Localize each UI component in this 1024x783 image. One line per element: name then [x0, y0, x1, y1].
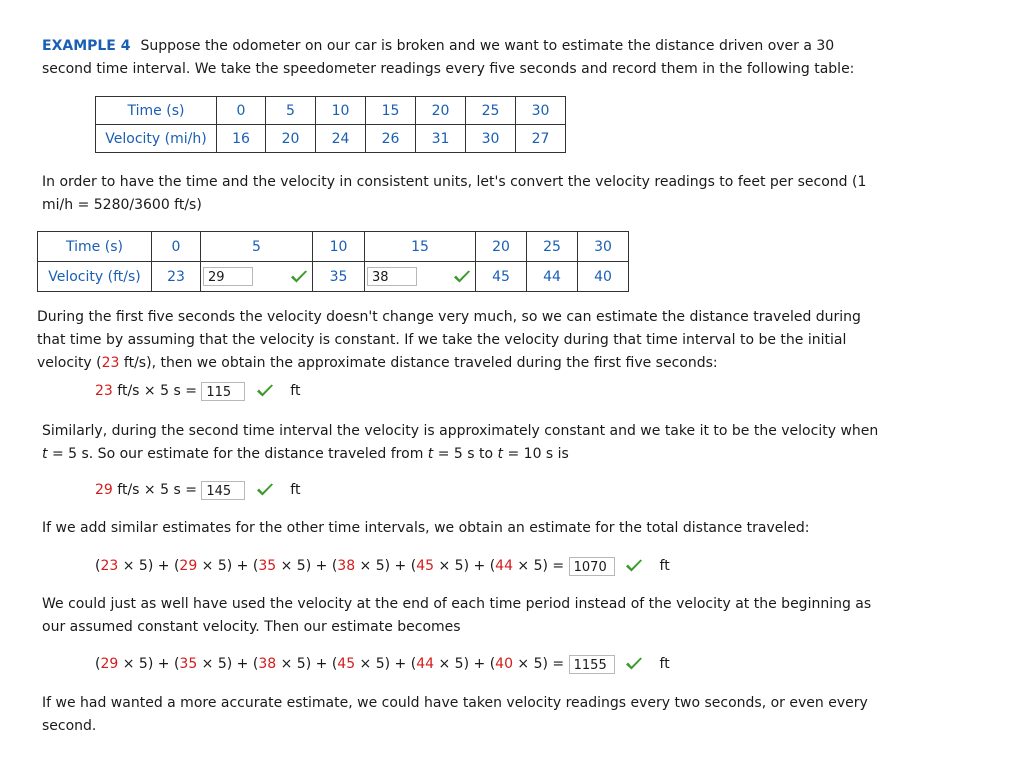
- paren: (: [331, 558, 338, 574]
- t-variable: t: [42, 446, 48, 462]
- second-line-2c: = 10 s is: [503, 446, 569, 462]
- velocity-cell: 20: [266, 125, 316, 153]
- time-cell: 5: [201, 232, 313, 262]
- term-mult: × 5): [434, 558, 470, 574]
- velocity-cell: 16: [217, 125, 266, 153]
- plus-sign: +: [469, 558, 490, 574]
- equals-sign: =: [547, 656, 569, 672]
- paren: (: [173, 656, 180, 672]
- term-mult: × 5): [512, 558, 548, 574]
- term-mult: × 5): [434, 656, 470, 672]
- velocity-header: Velocity (mi/h): [96, 125, 217, 153]
- velocity-table-mph: [95, 96, 566, 153]
- plus-sign: +: [390, 656, 411, 672]
- time-cell: 20: [416, 97, 466, 125]
- closing-line-1: If we had wanted a more accurate estimate, we could have taken velocity readings every two seconds, or even every: [42, 695, 868, 711]
- second-line-2a: = 5 s. So our estimate for the distance traveled from: [47, 446, 428, 462]
- term-value: 40: [495, 656, 513, 672]
- time-cell: 5: [266, 97, 316, 125]
- time-cell: 30: [516, 97, 566, 125]
- paren: (: [95, 558, 101, 574]
- plus-sign: +: [153, 558, 174, 574]
- closing-paragraph: [42, 692, 1002, 738]
- intro-line-2: second time interval. We take the speedometer readings every five seconds and record them in the following table:: [42, 61, 855, 77]
- end-paragraph: [42, 593, 1002, 639]
- paren: (: [410, 656, 417, 672]
- plus-sign: +: [232, 656, 253, 672]
- term-value: 29: [100, 656, 119, 672]
- checkmark-icon: [453, 270, 471, 284]
- velocity-cell: 40: [578, 262, 629, 292]
- unit-label: ft: [290, 383, 301, 399]
- term-mult: × 5): [118, 558, 154, 574]
- time-cell: 25: [527, 232, 578, 262]
- paren: (: [410, 558, 417, 574]
- velocity-cell: 27: [516, 125, 566, 153]
- end-calculation: [95, 654, 670, 674]
- velocity-cell: 30: [466, 125, 516, 153]
- paren: (: [252, 656, 259, 672]
- table-row: [96, 97, 566, 125]
- term-mult: × 5): [197, 656, 233, 672]
- velocity-cell: 24: [316, 125, 366, 153]
- term-mult: × 5): [118, 656, 154, 672]
- paren: (: [331, 656, 338, 672]
- term-value: 29: [179, 558, 198, 574]
- time-cell: 10: [313, 232, 365, 262]
- velocity-cell: 45: [476, 262, 527, 292]
- intro-line-1: Suppose the odometer on our car is broken and we want to estimate the distance driven over a 30: [140, 38, 835, 54]
- term-mult: × 5): [276, 558, 312, 574]
- end-line-2: our assumed constant velocity. Then our estimate becomes: [42, 619, 461, 635]
- term-value: 23: [100, 558, 119, 574]
- checkmark-icon: [625, 559, 643, 573]
- t-variable: t: [497, 446, 504, 462]
- answer-input-end[interactable]: 1155: [569, 655, 615, 674]
- plus-sign: +: [469, 656, 490, 672]
- paren: (: [489, 656, 496, 672]
- plus-sign: +: [153, 656, 174, 672]
- time-cell: 30: [578, 232, 629, 262]
- term-value: 45: [416, 558, 435, 574]
- total-line-1: If we add similar estimates for the other time intervals, we obtain an estimate for the total distance traveled:: [42, 520, 810, 536]
- velocity-cell-input: [365, 262, 476, 292]
- term-value: 35: [258, 558, 277, 574]
- unit-label: ft: [659, 656, 670, 672]
- term-mult: × 5): [197, 558, 233, 574]
- checkmark-icon: [256, 483, 274, 497]
- t-variable: t: [427, 446, 434, 462]
- velocity-cell-input: [201, 262, 313, 292]
- first-line-2: that time by assuming that the velocity is constant. If we take the velocity during that time interval to be the initial: [37, 332, 847, 348]
- calc-text: ft/s × 5 s =: [112, 482, 202, 498]
- conversion-paragraph: [42, 171, 1002, 217]
- table-row: [96, 125, 566, 153]
- table-row: [38, 232, 629, 262]
- unit-label: ft: [290, 482, 301, 498]
- velocity-input[interactable]: 38: [367, 267, 417, 286]
- closing-line-2: second.: [42, 718, 97, 734]
- velocity-header: Velocity (ft/s): [38, 262, 152, 292]
- term-value: 44: [416, 656, 435, 672]
- velocity-cell: 35: [313, 262, 365, 292]
- plus-sign: +: [311, 558, 332, 574]
- velocity-cell: 23: [152, 262, 201, 292]
- term-mult: × 5): [355, 656, 391, 672]
- answer-input-total[interactable]: 1070: [569, 557, 615, 576]
- first-line-3-pre: velocity (: [37, 355, 102, 371]
- time-cell: 0: [217, 97, 266, 125]
- first-interval-paragraph: [37, 306, 1007, 375]
- checkmark-icon: [256, 384, 274, 398]
- velocity-cell: 44: [527, 262, 578, 292]
- total-paragraph: [42, 517, 1002, 540]
- velocity-table-fts: [37, 231, 629, 292]
- term-mult: × 5): [512, 656, 548, 672]
- term-value: 38: [258, 656, 277, 672]
- equals-sign: =: [547, 558, 569, 574]
- paren: (: [489, 558, 496, 574]
- term-value: 38: [337, 558, 356, 574]
- paren: (: [252, 558, 259, 574]
- total-calculation: [95, 556, 670, 576]
- time-cell: 25: [466, 97, 516, 125]
- time-header: Time (s): [96, 97, 217, 125]
- term-mult: × 5): [355, 558, 391, 574]
- unit-label: ft: [659, 558, 670, 574]
- paren: (: [95, 656, 101, 672]
- time-cell: 10: [316, 97, 366, 125]
- answer-input-second[interactable]: 145: [201, 481, 245, 500]
- first-calculation: [95, 381, 300, 401]
- checkmark-icon: [625, 657, 643, 671]
- intro-paragraph: [42, 35, 1002, 81]
- time-header: Time (s): [38, 232, 152, 262]
- plus-sign: +: [311, 656, 332, 672]
- plus-sign: +: [390, 558, 411, 574]
- conversion-line-2: mi/h = 5280/3600 ft/s): [42, 197, 202, 213]
- term-value: 44: [495, 558, 513, 574]
- first-line-1: During the first five seconds the velocity doesn't change very much, so we can estimate the distance traveled during: [37, 309, 861, 325]
- time-cell: 15: [365, 232, 476, 262]
- velocity-input[interactable]: 29: [203, 267, 253, 286]
- conversion-line-1: In order to have the time and the velocity in consistent units, let's convert the velocity readings to feet per second (1: [42, 174, 867, 190]
- term-value: 45: [337, 656, 356, 672]
- calc-velocity: 23: [95, 383, 113, 399]
- answer-input-first[interactable]: 115: [201, 382, 245, 401]
- second-line-1: Similarly, during the second time interval the velocity is approximately constant and we take it to be the velocity when: [42, 423, 879, 439]
- table-row: [38, 262, 629, 292]
- second-interval-paragraph: [42, 420, 1002, 466]
- time-cell: 20: [476, 232, 527, 262]
- time-cell: 0: [152, 232, 201, 262]
- time-cell: 15: [366, 97, 416, 125]
- calc-text: ft/s × 5 s =: [112, 383, 202, 399]
- paren: (: [173, 558, 180, 574]
- example-label: EXAMPLE 4: [42, 38, 131, 54]
- velocity-cell: 31: [416, 125, 466, 153]
- second-line-2b: = 5 s to: [433, 446, 498, 462]
- second-calculation: [95, 480, 300, 500]
- plus-sign: +: [232, 558, 253, 574]
- term-mult: × 5): [276, 656, 312, 672]
- first-line-3-post: ft/s), then we obtain the approximate distance traveled during the first five seconds:: [119, 355, 718, 371]
- velocity-cell: 26: [366, 125, 416, 153]
- first-velocity-value: 23: [101, 355, 120, 371]
- calc-velocity: 29: [95, 482, 113, 498]
- term-value: 35: [179, 656, 198, 672]
- end-line-1: We could just as well have used the velocity at the end of each time period instead of the velocity at the beginning as: [42, 596, 872, 612]
- checkmark-icon: [290, 270, 308, 284]
